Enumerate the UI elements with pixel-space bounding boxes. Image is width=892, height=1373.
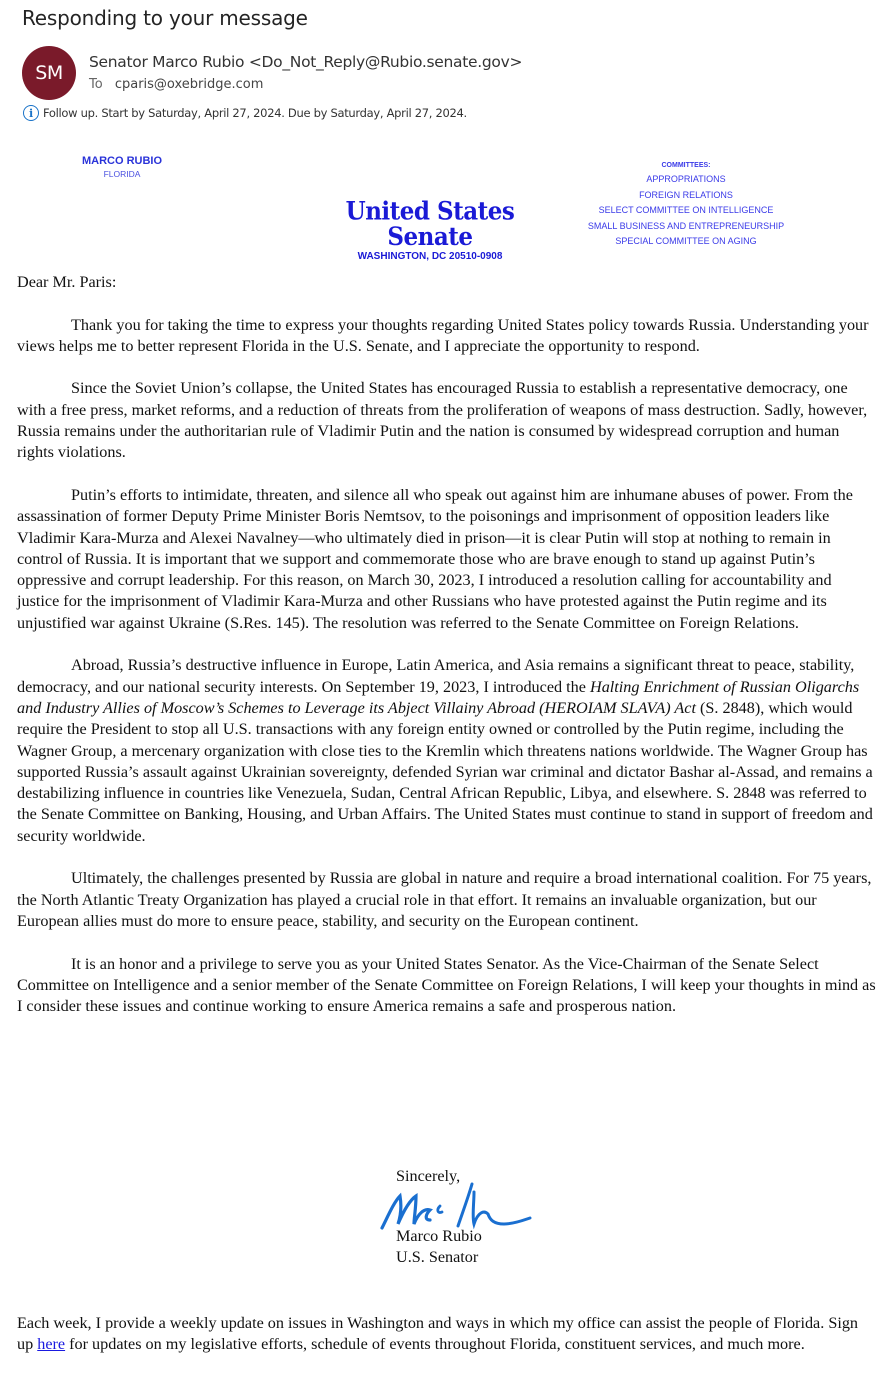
- closing-text: Sincerely,: [396, 1167, 461, 1185]
- sender-name[interactable]: Senator Marco Rubio <Do_Not_Reply@Rubio.senate.gov>: [89, 53, 523, 71]
- paragraph-abroad: [17, 655, 877, 847]
- info-icon: i: [23, 105, 39, 121]
- paragraph-abroad-text-1: Abroad, Russia’s destructive influence in Europe, Latin America, and Asia remains a significant threat to peace, stability, democracy, and our national security interests. On September 19, 2023, I introduced the: [17, 656, 855, 696]
- committee-item: SPECIAL COMMITTEE ON AGING: [615, 236, 757, 247]
- act-title: Halting Enrichment of Russian Oligarchs and Industry Allies of Moscow’s Schemes to Leverage its Abject Villainy Abroad (HEROIAM SLAVA) Act: [17, 677, 860, 717]
- letterhead-state: FLORIDA: [103, 169, 141, 179]
- avatar-initials: SM: [35, 62, 63, 84]
- letterhead-senator: [70, 155, 174, 179]
- recipient-address[interactable]: cparis@oxebridge.com: [114, 77, 264, 92]
- followup-text: Follow up. Start by Saturday, April 27, 2024. Due by Saturday, April 27, 2024.: [43, 106, 467, 120]
- committee-item: SELECT COMMITTEE ON INTELLIGENCE: [598, 205, 774, 216]
- paragraph-intro: Thank you for taking the time to express your thoughts regarding United States policy towards Russia. Understanding your views helps me to better represent Florida in the U.S. Senate, and I appreciate the opportunity to respond.: [17, 315, 869, 355]
- to-label: To: [89, 77, 103, 92]
- signature-block: [396, 1226, 482, 1268]
- signature-image: [378, 1178, 538, 1233]
- committee-item: SMALL BUSINESS AND ENTREPRENEURSHIP: [587, 220, 785, 231]
- signup-link[interactable]: here: [37, 1335, 66, 1354]
- recipient-line: [89, 77, 263, 92]
- paragraph-putin-abuses: Putin’s efforts to intimidate, threaten, and silence all who speak out against him are inhumane abuses of power. From the assassination of former Deputy Prime Minister Boris Nemtsov, to the poisonings and imprisonment of opposition leaders like Vladimir Kara-Murza and Alexei Navalney—who ultimately died in prison—it is clear Putin will stop at nothing to remain in control of Russia. It is important that we support and commemorate those who are brave enough to stand up against Putin’s oppressive and corrupt leadership. For this reason, on March 30, 2023, I introduced a resolution calling for accountability and justice for the imprisonment of Vladimir Kara-Murza and other Russians who have protested against the Putin regime and its unjustified war against Ukraine (S.Res. 145). The resolution was referred to the Senate Committee on Foreign Relations.: [17, 485, 853, 632]
- letterhead-senate-title: United States Senate: [345, 196, 515, 252]
- letterhead-committees: [580, 162, 792, 250]
- salutation: Dear Mr. Paris:: [17, 273, 117, 291]
- email-subject: Responding to your message: [22, 6, 308, 30]
- letterhead-senator-name: MARCO RUBIO: [81, 155, 163, 167]
- paragraph-abroad-text-2: (S. 2848), which would require the President to stop all U.S. transactions with any foreign entity owned or controlled by the Putin regime, including the Wagner Group, a mercenary organization with close ties to the Kremlin which threatens nations worldwide. The Wagner Group has supported Russia’s assault against Ukrainian sovereignty, defended Syrian war criminal and dictator Bashar al-Assad, and remains a destabilizing influence in countries like Venezuela, Sudan, Central African Republic, Libya, and elsewhere. S. 2848 was referred to the Senate Committee on Banking, Housing, and Urban Affairs. The United States must continue to stand in support of freedom and security worldwide.: [17, 698, 873, 845]
- signature-title: U.S. Senator: [396, 1248, 479, 1266]
- signature-name: Marco Rubio: [396, 1227, 482, 1245]
- letter-body: [17, 272, 877, 1039]
- committees-title: COMMITTEES:: [661, 162, 711, 169]
- paragraph-honor: It is an honor and a privilege to serve you as your United States Senator. As the Vice-Chairman of the Senate Select Committee on Intelligence and a senior member of the Senate Committee on Foreign Relations, I will keep your thoughts in mind as I consider these issues and continue working to ensure America remains a safe and prosperous nation.: [17, 954, 876, 1016]
- committee-item: APPROPRIATIONS: [646, 174, 726, 184]
- newsletter-footer: [17, 1313, 877, 1356]
- paragraph-nato: Ultimately, the challenges presented by Russia are global in nature and require a broad international coalition. For 75 years, the North Atlantic Treaty Organization has played a crucial role in that effort. It remains an invaluable organization, but our European allies must do more to ensure peace, stability, and security on the European continent.: [17, 869, 872, 930]
- paragraph-soviet-collapse: Since the Soviet Union’s collapse, the United States has encouraged Russia to establish a representative democracy, one with a free press, market reforms, and a reduction of threats from the proliferation of weapons of mass destruction. Sadly, however, Russia remains under the authoritarian rule of Vladimir Putin and the nation is consumed by widespread corruption and human rights violations.: [17, 379, 868, 462]
- followup-flag: [23, 105, 467, 121]
- footer-text-1: Each week, I provide a weekly update on issues in Washington and ways in which my office can assist the people of Florida. Sign up: [17, 1314, 859, 1354]
- sender-avatar[interactable]: [22, 46, 76, 100]
- letterhead-chamber: [300, 196, 560, 262]
- footer-text-2: for updates on my legislative efforts, schedule of events throughout Florida, constituent services, and much more.: [65, 1335, 805, 1354]
- letterhead-address: WASHINGTON, DC 20510-0908: [357, 251, 503, 262]
- committee-item: FOREIGN RELATIONS: [639, 189, 733, 200]
